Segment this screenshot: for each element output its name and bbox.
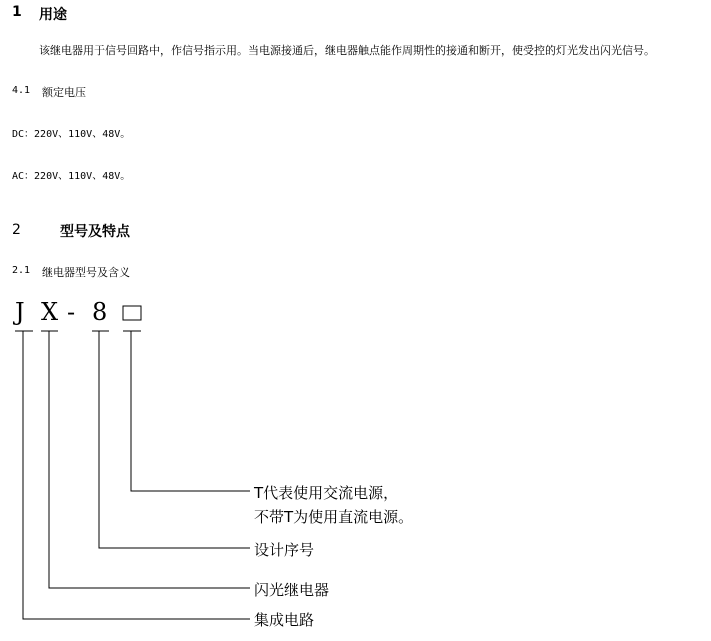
section-1-paragraph: 该继电器用于信号回路中，作信号指示用。当电源接通后，继电器触点能作周期性的接通和断开，使受控的灯光发出闪光信号。 <box>39 44 655 57</box>
subsection-4-1-title: 额定电压 <box>42 86 86 99</box>
subsection-2-1-title: 继电器型号及含义 <box>42 266 130 279</box>
model-code-j: J <box>15 298 25 326</box>
leader-8 <box>99 331 250 548</box>
subsection-2-1-number: 2.1 <box>12 265 31 276</box>
section-1-number: 1 <box>12 4 22 20</box>
model-code-x: X <box>41 298 59 326</box>
meaning-suffix-line-2: 不带T为使用直流电源。 <box>254 508 414 526</box>
suffix-placeholder-box <box>123 306 141 320</box>
ac-voltage-line: AC：220V、110V、48V。 <box>12 171 131 182</box>
leader-box <box>131 331 250 491</box>
dc-voltage-line: DC：220V、110V、48V。 <box>12 129 131 140</box>
leader-j <box>23 331 250 619</box>
model-code-dash: - <box>67 298 76 326</box>
section-2-title: 型号及特点 <box>60 224 130 240</box>
section-1-title: 用途 <box>39 7 67 23</box>
leader-x <box>49 331 250 588</box>
meaning-suffix-line-1: T代表使用交流电源， <box>254 484 399 502</box>
model-code-8: 8 <box>92 298 108 326</box>
meaning-integrated-circuit: 集成电路 <box>254 611 315 629</box>
subsection-4-1-number: 4.1 <box>12 85 31 96</box>
meaning-design-number: 设计序号 <box>254 541 315 559</box>
meaning-flash-relay: 闪光继电器 <box>254 581 330 599</box>
section-2-number: 2 <box>12 222 21 238</box>
